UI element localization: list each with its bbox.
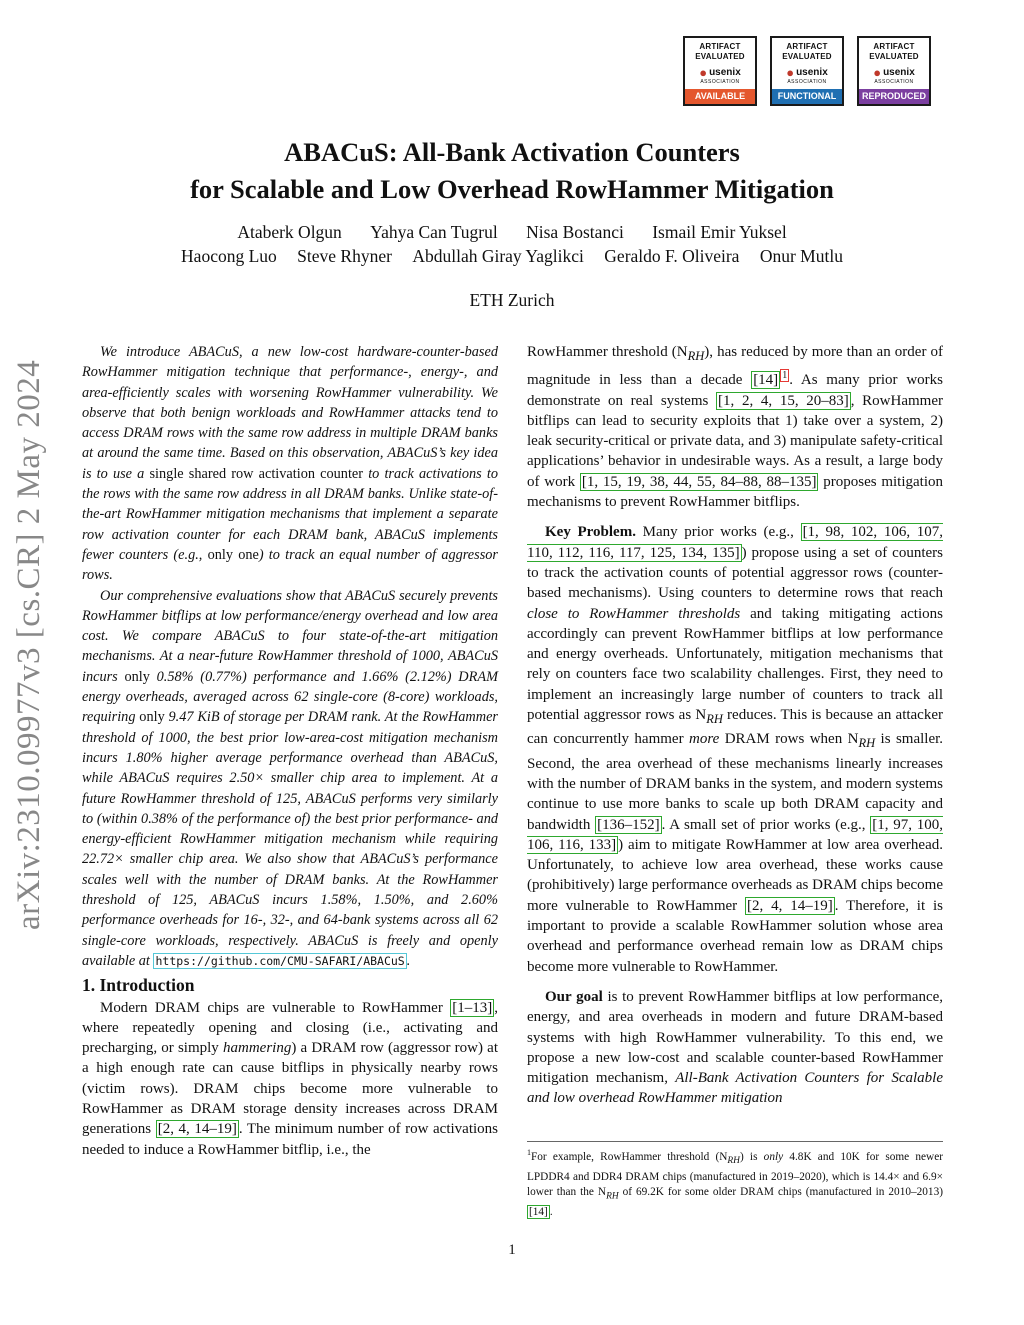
author: Ismail Emir Yuksel — [652, 222, 787, 242]
citation-link[interactable]: [1, 15, 19, 38, 44, 55, 84–88, 88–135] — [581, 473, 817, 490]
title-line-1: ABACuS: All-Bank Activation Counters — [284, 137, 740, 167]
abstract — [82, 342, 498, 971]
author: Haocong Luo — [181, 246, 277, 266]
artifact-badges — [683, 36, 931, 106]
abstract-paragraph: We introduce ABACuS, a new low-cost hardware-counter-based RowHammer mitigation technique that performance-, energy-, and area-efficiently scales with worsening RowHammer vulnerability. We observe that both benign workloads and RowHammer attacks tend to access DRAM rows with the same row address in multiple DRAM banks at around the same time. Based on this observation, ABACuS’s key idea is to use a single shared row activation counter to track activations to the rows with the same row address in all DRAM banks. Unlike state-of-the-art RowHammer mitigation mechanisms that implement a separate row activation counter for each DRAM bank, ABACuS implements fewer counters (e.g., only one) to track an equal number of aggressor rows. — [82, 344, 498, 584]
page-number: 1 — [508, 1242, 516, 1258]
badge-status: REPRODUCED — [859, 89, 929, 104]
author: Steve Rhyner — [297, 246, 392, 266]
title-line-2: for Scalable and Low Overhead RowHammer Mitigation — [190, 174, 834, 204]
author: Geraldo F. Oliveira — [604, 246, 740, 266]
badge-status: FUNCTIONAL — [772, 89, 842, 104]
footnote-link[interactable]: 1 — [782, 370, 788, 382]
badge-functional — [770, 36, 844, 106]
key-problem-paragraph: Key Problem. Many prior works (e.g., [1, 98, 102, 106, 107, 110, 112, 116, 117, 125, 134, 135] ) propose using a set of counters to track the activation counts of potential aggressor rows (counter-based mechanisms). Using counters to determine rows that reach close to RowHammer thresholds and taking mitigating actions accordingly can prevent RowHammer bitflips at low performance and energy overheads. Unfortunately, mitigation mechanisms that rely on counters face two scalability challenges. First, they need to implement an increasingly large number of counters to track all potential aggressor rows as $N_{RH}$ reduces. This is because an attacker can concurrently hammer more DRAM rows when $N_{RH}$ is smaller. Second, the area overhead of these mechanisms linearly increases with the number of DRAM banks in the system, and modern systems continue to use more banks to scale up both DRAM capacity and bandwidth [136–152] . A small set of prior works (e.g., [1, 97, 100, 106, 116, 133] ) aim to mitigate RowHammer at low area overhead. Unfortunately, to achieve low area overhead, these works cause (prohibitively) large performance overheads as DRAM chips become more vulnerable to RowHammer [2, 4, 14–19] . Therefore, it is important to provide a scalable RowHammer solution whose area overhead and performance overhead remain low as DRAM chips become more vulnerable to RowHammer. — [527, 524, 944, 975]
usenix-mark-icon: ● — [786, 64, 795, 80]
badge-title: ARTIFACT EVALUATED — [695, 42, 745, 61]
citation-link[interactable]: [14] — [529, 1205, 548, 1218]
affiliation: ETH Zurich — [469, 290, 555, 310]
citation-link[interactable]: [1–13] — [452, 999, 493, 1016]
author: Ataberk Olgun — [237, 222, 342, 242]
usenix-mark-icon: ● — [699, 64, 708, 80]
footnote: $^1$For example, RowHammer threshold $(N_{RH})$ is only 4.8K and 10K for some newer LPDDR4 and DDR4 DRAM chips (manufactured in 2019–2020), which is 14.4× and 6.9× lower than the $N_{RH}$ of 69.2K for some older DRAM chips (manufactured in 2010–2013) [14] . — [527, 1141, 943, 1220]
usenix-mark-icon: ● — [873, 64, 882, 80]
left-column — [82, 342, 498, 1160]
author: Onur Mutlu — [759, 246, 843, 266]
author-list — [100, 220, 924, 268]
badge-association: ASSOCIATION — [700, 79, 740, 85]
citation-link[interactable]: [136–152] — [597, 816, 660, 833]
citation-link[interactable]: [2, 4, 14–19] — [157, 1121, 237, 1138]
badge-association: ASSOCIATION — [787, 79, 827, 85]
intro-paragraph: Modern DRAM chips are vulnerable to RowHammer [1–13] , where repeatedly opening and closing (i.e., activating and precharging, or simply hammering) a DRAM row (aggressor row) at a high enough rate can cause bitflips in physically nearby rows (victim rows). DRAM chips become more vulnerable to RowHammer as DRAM storage density increases across DRAM generations [2, 4, 14–19] . The minimum number of row activations needed to induce a RowHammer bitflip, i.e., the — [82, 999, 499, 1158]
usenix-logo: ● usenix — [699, 64, 741, 80]
github-link[interactable]: https://github.com/CMU-SAFARI/ABACuS — [155, 953, 405, 968]
usenix-logo: ● usenix — [873, 64, 915, 80]
badge-title: ARTIFACT EVALUATED — [869, 42, 919, 61]
author: Yahya Can Tugrul — [370, 222, 498, 242]
arxiv-stamp: arXiv:2310.09977v3 [cs.CR] 2 May 2024 — [11, 359, 47, 930]
citation-link[interactable]: [1, 98, 102, 106, 107, 110, 112, 116, 117, 125, 134, 135] — [527, 524, 943, 561]
citation-link[interactable]: [2, 4, 14–19] — [747, 897, 833, 914]
citation-link[interactable]: [14] — [753, 372, 779, 389]
author: Nisa Bostanci — [526, 222, 624, 242]
badge-status: AVAILABLE — [685, 89, 755, 104]
our-goal-paragraph: Our goal is to prevent RowHammer bitflips at low performance, energy, and area overheads in modern and future DRAM-based systems with high RowHammer vulnerability. To this end, we propose a new low-cost and scalable counter-based RowHammer mitigation mechanism, All-Bank Activation Counters for Scalable and low overhead RowHammer mitigation — [527, 988, 944, 1107]
usenix-logo: ● usenix — [786, 64, 828, 80]
badge-reproduced — [857, 36, 931, 106]
section-heading: 1. Introduction — [82, 975, 195, 996]
author: Abdullah Giray Yaglikci — [412, 246, 584, 266]
badge-title: ARTIFACT EVALUATED — [782, 42, 832, 61]
citation-link[interactable]: [1, 2, 4, 15, 20–83] — [718, 392, 849, 409]
body-paragraph: RowHammer threshold $(N_{RH})$, has reduced by more than an order of magnitude in less than a decade [14] $^1$ . As many prior works demonstrate on real systems [1, 2, 4, 15, 20–83] , RowHammer bitflips can lead to security exploits that 1) take over a system, 2) leak security-critical or private data, and 3) manipulate safety-critical applications’ behavior in undesirable ways. As a result, a large body of work [1, 15, 19, 38, 44, 55, 84–88, 88–135] proposes mitigation mechanisms to prevent RowHammer bitflips. — [527, 344, 943, 511]
badge-association: ASSOCIATION — [874, 79, 914, 85]
citation-link[interactable]: [1, 97, 100, 106, 116, 133] — [527, 816, 944, 853]
abstract-paragraph: Our comprehensive evaluations show that ABACuS securely prevents RowHammer bitflips at low performance/energy overhead and low area cost. We compare ABACuS to four state-of-the-art mitigation mechanisms. At a near-future RowHammer threshold of 1000, ABACuS incurs only 0.58% (0.77%) performance and 1.66% (2.12%) DRAM energy overheads, averaged across 62 single-core (8-core) workloads, requiring only 9.47 KiB of storage per DRAM rank. At the RowHammer threshold of 1000, the best prior low-area-cost mitigation mechanism incurs 1.80% higher average performance overhead than ABACuS, while ABACuS requires 2.50× smaller chip area to implement. At a future RowHammer threshold of 125, ABACuS performs very similarly to (within 0.38% of the performance of) the best prior performance- and energy-efficient RowHammer mitigation mechanism while requiring 22.72× smaller chip area. We also show that ABACuS’s performance scales well with the number of DRAM banks. At the RowHammer threshold of 125, ABACuS incurs 1.58%, 1.50%, and 2.60% performance overheads for 16-, 32-, and 64-bank systems across all 62 single-core workloads, respectively. ABACuS is freely and openly available at https://github.com/CMU-SAFARI/ABACuS . — [82, 587, 498, 969]
badge-available — [683, 36, 757, 106]
right-column — [527, 342, 943, 1119]
paper-title — [100, 134, 924, 208]
